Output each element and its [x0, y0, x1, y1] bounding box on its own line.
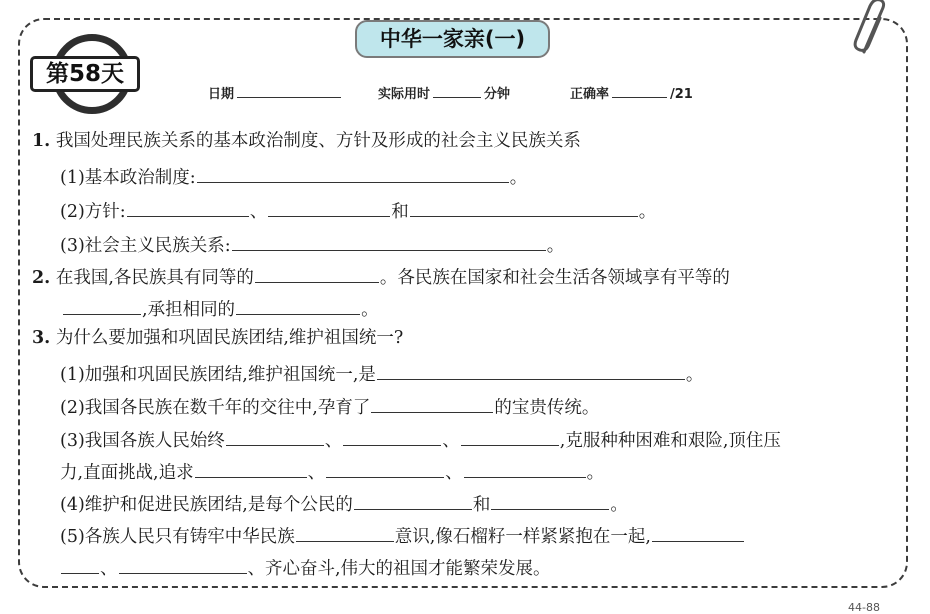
answer-blank[interactable] — [343, 425, 441, 446]
question-3-sub-5: (5)各族人民只有铸牢中华民族 意识,像石榴籽一样紧紧抱在一起, — [60, 521, 745, 549]
answer-blank[interactable] — [127, 196, 249, 217]
answer-blank[interactable] — [255, 262, 379, 283]
answer-blank[interactable] — [354, 489, 472, 510]
paperclip-icon — [852, 0, 892, 60]
question-3-sub-2: (2)我国各民族在数千年的交往中,孕育了 的宝贵传统。 — [60, 392, 599, 420]
answer-blank[interactable] — [491, 489, 609, 510]
answer-blank[interactable] — [296, 521, 394, 542]
question-3-sub-3-line-2: 力,直面挑战,追求 、 、 。 — [60, 457, 604, 485]
answer-blank[interactable] — [377, 359, 685, 380]
question-1-sub-2: (2)方针: 、 和 。 — [60, 196, 656, 224]
question-3-sub-4: (4)维护和促进民族团结,是每个公民的 和 。 — [60, 489, 628, 517]
answer-blank[interactable] — [61, 553, 99, 574]
time-blank[interactable] — [433, 83, 481, 98]
question-2-line-2: ,承担相同的 。 — [62, 294, 379, 322]
page-number: 44-88 — [848, 601, 880, 614]
question-2: 2. 在我国,各民族具有同等的 。各民族在国家和社会生活各领域享有平等的 — [32, 262, 730, 290]
answer-blank[interactable] — [226, 425, 324, 446]
answer-blank[interactable] — [197, 162, 509, 183]
date-blank[interactable] — [237, 83, 341, 98]
question-1-sub-3: (3)社会主义民族关系: 。 — [60, 230, 564, 258]
answer-blank[interactable] — [461, 425, 559, 446]
question-3-sub-1: (1)加强和巩固民族团结,维护祖国统一,是 。 — [60, 359, 703, 387]
answer-blank[interactable] — [195, 457, 307, 478]
accuracy-field[interactable]: 正确率 /21 — [570, 83, 693, 102]
answer-blank[interactable] — [268, 196, 390, 217]
question-1-sub-1: (1)基本政治制度: 。 — [60, 162, 527, 190]
question-3-sub-5-line-2: 、 、齐心奋斗,伟大的祖国才能繁荣发展。 — [60, 553, 551, 581]
page-title: 中华一家亲(一) — [355, 20, 550, 58]
answer-blank[interactable] — [326, 457, 444, 478]
answer-blank[interactable] — [410, 196, 638, 217]
accuracy-blank[interactable] — [612, 83, 667, 98]
day-badge: 第58天 — [30, 56, 140, 92]
answer-blank[interactable] — [119, 553, 247, 574]
answer-blank[interactable] — [652, 521, 744, 542]
answer-blank[interactable] — [232, 230, 546, 251]
answer-blank[interactable] — [371, 392, 493, 413]
answer-blank[interactable] — [464, 457, 586, 478]
answer-blank[interactable] — [63, 294, 141, 315]
answer-blank[interactable] — [236, 294, 360, 315]
question-3: 3. 为什么要加强和巩固民族团结,维护祖国统一? — [32, 328, 404, 348]
question-3-sub-3: (3)我国各族人民始终 、 、 ,克服种种困难和艰险,顶住压 — [60, 425, 781, 453]
date-field[interactable]: 日期 — [208, 83, 344, 102]
question-1: 1. 我国处理民族关系的基本政治制度、方针及形成的社会主义民族关系 — [32, 131, 581, 151]
time-field[interactable]: 实际用时 分钟 — [378, 83, 510, 102]
